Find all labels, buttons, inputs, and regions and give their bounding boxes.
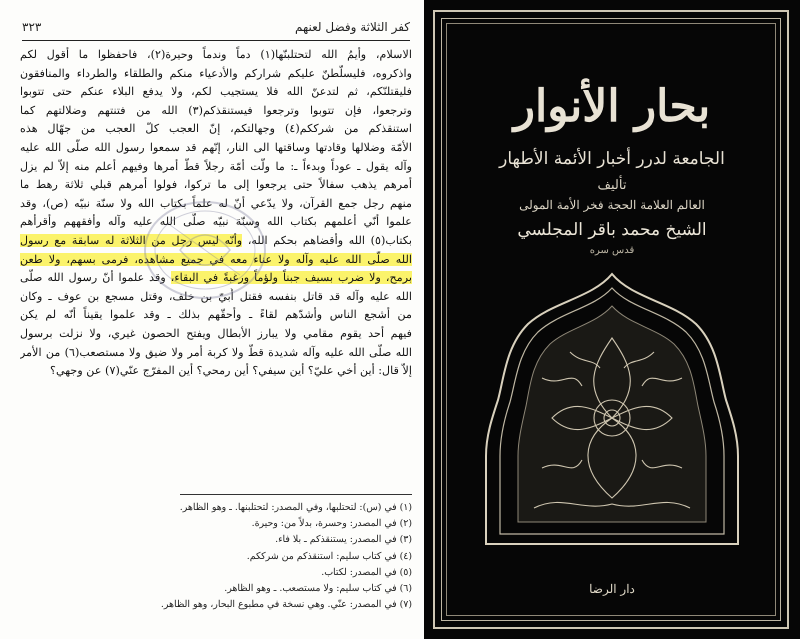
highlighted-text: وأنّه ليس رجل من الثلاثة له سابقة مع رسول [20,233,243,247]
cover-author-label: تأليف [597,178,627,193]
text-line: علموا أنّي أعلمهم بكتاب الله وسنّة نبيّه صلّى الله عليه وآله وأفقههم وأقرأهم [20,215,412,229]
book-cover [424,0,800,639]
footnote: (٦) في كتاب سليم: ولا مستصعب. ـ وهو الظاهر. [224,583,412,595]
cover-author-extra: قدس سره [589,245,635,256]
footnotes [20,500,412,613]
arabesque-ornament [482,268,742,548]
text-line: استنقذكم من شرككم(٤) وجهالتكم، إنّ العجب كلّ العجب من جهّال هذه [20,122,412,136]
text-line: الله صلّى الله عليه وآله شديدة قطّ ولا كربة أمر ولا ضيق ولا مستصعب(٦) من الأمر [20,345,412,359]
text-line: الأمّة وضلالها وقادتها وساقتها الى النار، إنّهم قد سمعوا رسول الله صلّى الله عليه [20,140,412,154]
footnote: (٣) في المصدر: يستنقذكم ـ بلا فاء. [275,534,412,546]
text-line: وآله يقول ـ عوداً وبدءاً ـ: ما ولّت أمّة رجلاً قطّ أمرها وفيهم أعلم منه إلاّ لم يزل [20,159,412,173]
text-line: منهم رجل جمع القرآن، ولا يدّعي أنّ له علماً بكتاب الله ولا سنّة نبيّه (ص)، وقد [20,196,412,210]
text-line: الاسلام، وأيمُ الله لتحتلبنّها(١) دماً وندماً وحيرة(٢)، فاحفظوا ما أقول لكم [20,48,412,61]
text-line: وترجعوا، فإن تتوبوا وترجعوا فيستنقذكم(٣) الله من فتنتهم وضلالتهم كما [20,103,412,117]
footnote: (٧) في المصدر: عنّي. وهي نسخة في مطبوع البحار، وهو الظاهر. [160,599,412,611]
publisher-name: دار الرضا [589,582,635,596]
text-line: الله عليه وآله قد قاتل بنفسه فقتل أُبيّ بن خلف، وقتل مسجع بن عوف ـ وكان [20,289,412,303]
text-line: فيهم أحد يقوم مقامي ولا يبارز الأبطال ويفتح الحصون غيري، ولا نزلت برسول [20,326,412,340]
text-line: برمح، ولا ضرب بسيف جبناً ولؤماً ورغبةً في البقاء، وقد علموا أنّ رسول الله صلّى [20,271,412,285]
footnote-divider [180,494,412,495]
cover-title: بحار الأنوار [513,81,711,132]
cover-author-honorific: العالم العلامة الحجة فخر الأمة المولى [519,198,705,212]
text-line: واذكروه، فليسلّطنّ عليكم شراركم والأدعياء منكم والطلقاء والطرداء والمنافقون [20,66,412,80]
footnote: (١) في (س): لتحتلبها، وفي المصدر: لتحتلبنها. ـ وهو الظاهر. [179,502,412,513]
highlighted-text: برمح، ولا ضرب بسيف جبناً ولؤماً ورغبةً في البقاء، [170,271,412,285]
text-line: من أشجع الناس وأشدّهم لقاءً ـ وأحقّهم بذلك ـ وقد علموا يقيناً أنّه لم يكن [20,308,412,322]
footnote: (٢) في المصدر: وحسرة، بدلاً من: وحيرة. [251,518,412,530]
page-number: ٣٢٣ [22,20,42,34]
cover-author-name: الشيخ محمد باقر المجلسي [517,220,707,240]
library-stamp-watermark [140,195,270,305]
running-title: كفر الثلاثة وفضل لعنهم [294,20,410,34]
highlighted-text: الله صلّى الله عليه وآله ولا عناء معه في جميع مشاهده، فرمى بسهم، ولا طعن [20,252,412,266]
cover-subtitle: الجامعة لدرر أخبار الأئمة الأطهار [499,149,725,169]
text-line: فليقتلنّكم، ثم لتدعنّ الله فلا يستجيب لكم، ولا يدفع البلاء عنكم حتى تتوبوا [20,85,412,99]
footnote: (٤) في كتاب سليم: استنقذكم من شرككم. [246,550,412,562]
page-header [22,18,410,41]
footnote: (٥) في المصدر: لكتاب. [321,566,412,578]
text-line: بكتاب(٥) الله وأقضاهم بحكم الله، وأنّه ليس رجل من الثلاثة له سابقة مع رسول [20,233,412,247]
text-line: إلاّ قال: أين أخي عليّ؟ أين سيفي؟ أين رمحي؟ أين المفرّج عنّي(٧) عن وجهي؟ [50,364,412,378]
text-line: أمرهم يذهب سفالاً حتى يرجعوا إلى ما تركوا، فولوا أمرهم قبلي ثلاثة رهط ما [20,178,412,192]
